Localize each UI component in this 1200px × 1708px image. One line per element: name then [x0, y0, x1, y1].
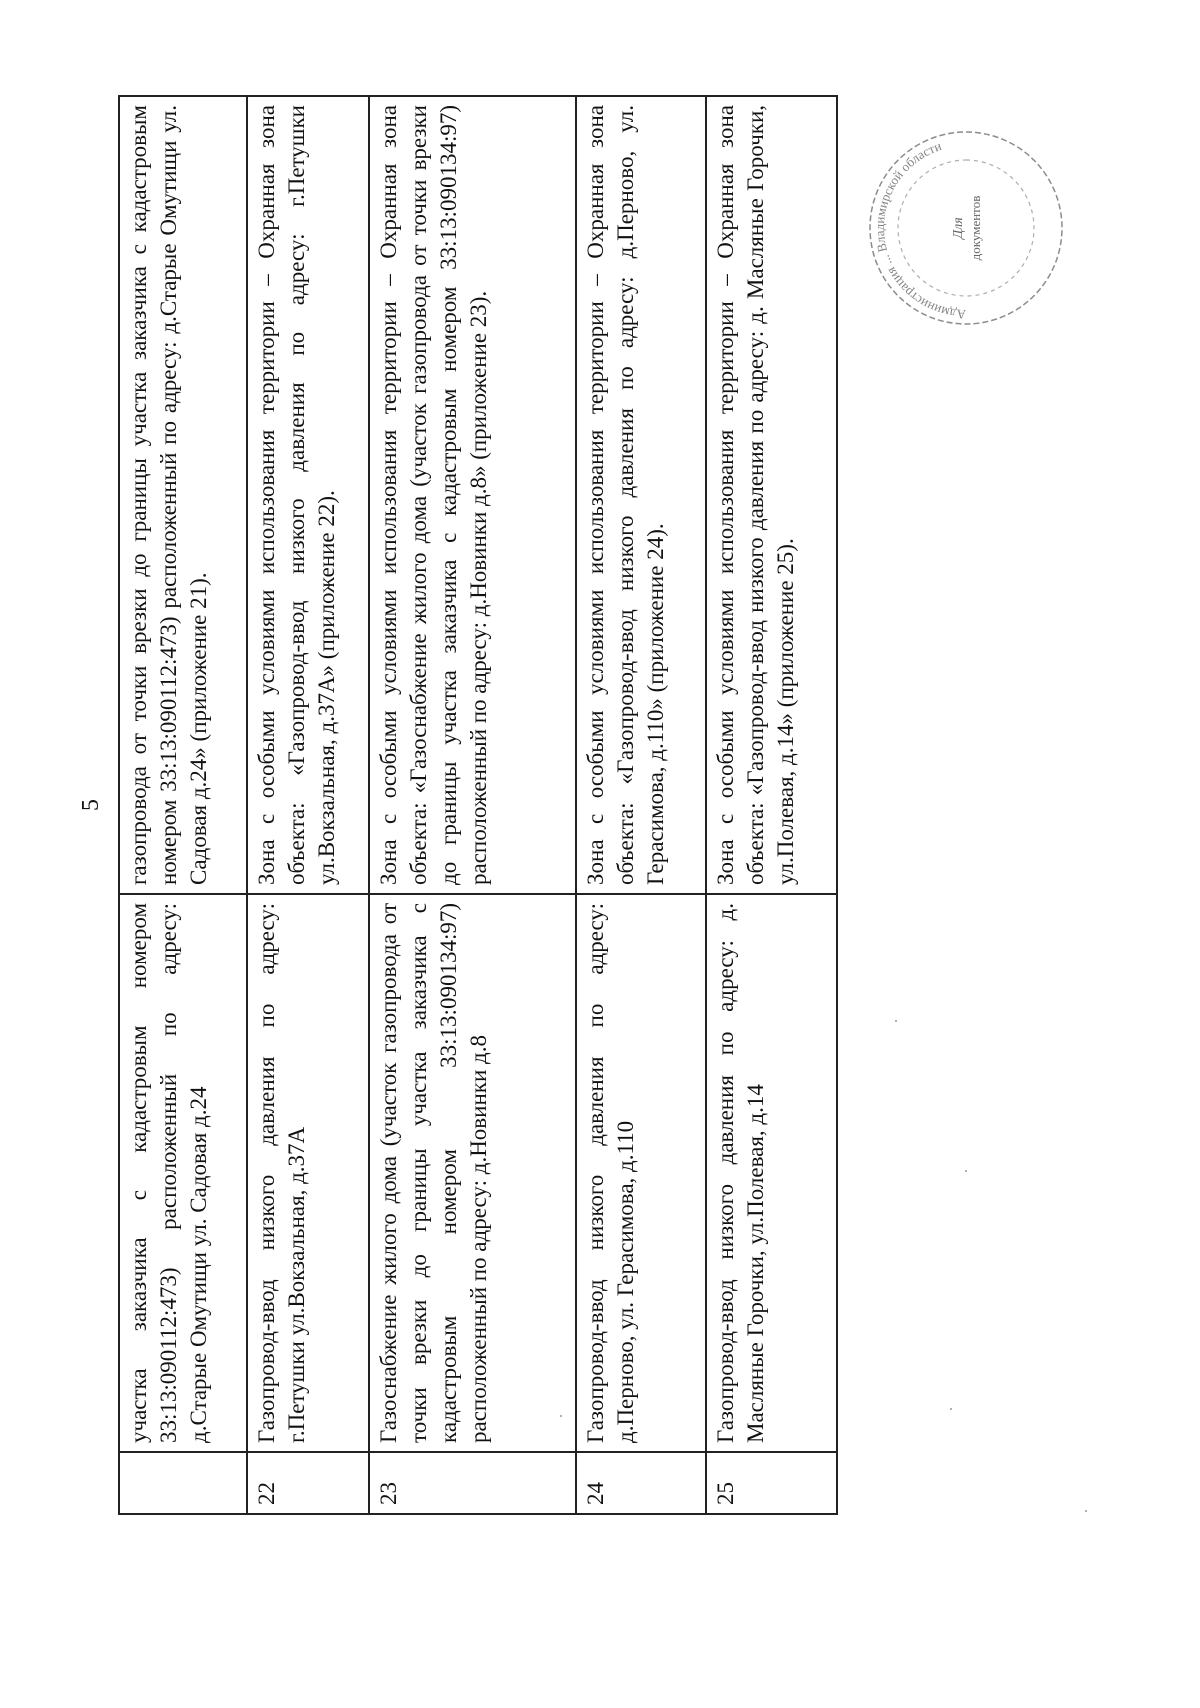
table-row [369, 96, 576, 1514]
stamp-center-line-2: документов [968, 195, 983, 261]
official-stamp [866, 128, 1066, 328]
zone-description: Зона с особыми условиями использования территории – Охранная зона объекта: «Газоснабжение жилого дома (участок газопровода от точки врезки до границы участка заказчика с кадастровым номером 33:13:090134:97) расположенный по адресу: д.Новинки д.8» (приложение 23). [369, 96, 576, 894]
scan-speck [560, 1415, 562, 1417]
row-number: 24 [576, 1452, 707, 1514]
stamp-ring-text: Администрация ... Владимирской области [871, 138, 967, 323]
scan-speck [1085, 1510, 1087, 1512]
table-row [576, 96, 707, 1514]
zones-table [118, 95, 838, 1515]
row-number: 25 [706, 1452, 837, 1514]
rotated-content [78, 95, 838, 1515]
table-row [119, 96, 247, 1514]
object-description: Газоснабжение жилого дома (участок газопровода от точки врезки до границы участка заказчика с кадастровым номером 33:13:090134:97) расположенный по адресу: д.Новинки д.8 [369, 894, 576, 1452]
stamp-center-line-1: Для [951, 217, 966, 239]
scan-speck [965, 1170, 967, 1172]
object-description: Газопровод-ввод низкого давления по адресу: д.Перново, ул. Герасимова, д.110 [576, 894, 707, 1452]
zone-description: Зона с особыми условиями использования территории – Охранная зона объекта: «Газопровод-ввод низкого давления по адресу: г.Петушки ул.Вокзальная, д.37А» (приложение 22). [247, 96, 369, 894]
object-description: Газопровод-ввод низкого давления по адресу: г.Петушки ул.Вокзальная, д.37А [247, 894, 369, 1452]
scan-speck [950, 1408, 952, 1410]
page-number: 5 [78, 799, 104, 811]
scan-speck [895, 1020, 897, 1022]
table-row [247, 96, 369, 1514]
object-description: участка заказчика с кадастровым номером 33:13:090112:473) расположенный по адресу: д.Старые Омутищи ул. Садовая д.24 [119, 894, 247, 1452]
zone-description: газопровода от точки врезки до границы участка заказчика с кадастровым номером 33:13:090112:473) расположенный по адресу: д.Старые Омутищи ул. Садовая д.24» (приложение 21). [119, 96, 247, 894]
row-number: 22 [247, 1452, 369, 1514]
row-number [119, 1452, 247, 1514]
zone-description: Зона с особыми условиями использования территории – Охранная зона объекта: «Газопровод-ввод низкого давления по адресу: д.Перново, ул. Герасимова, д.110» (приложение 24). [576, 96, 707, 894]
zone-description: Зона с особыми условиями использования территории – Охранная зона объекта: «Газопровод-ввод низкого давления по адресу: д. Масляные Горочки, ул.Полевая, д.14» (приложение 25). [706, 96, 837, 894]
row-number: 23 [369, 1452, 576, 1514]
table-row [706, 96, 837, 1514]
object-description: Газопровод-ввод низкого давления по адресу: д. Масляные Горочки, ул.Полевая, д.14 [706, 894, 837, 1452]
